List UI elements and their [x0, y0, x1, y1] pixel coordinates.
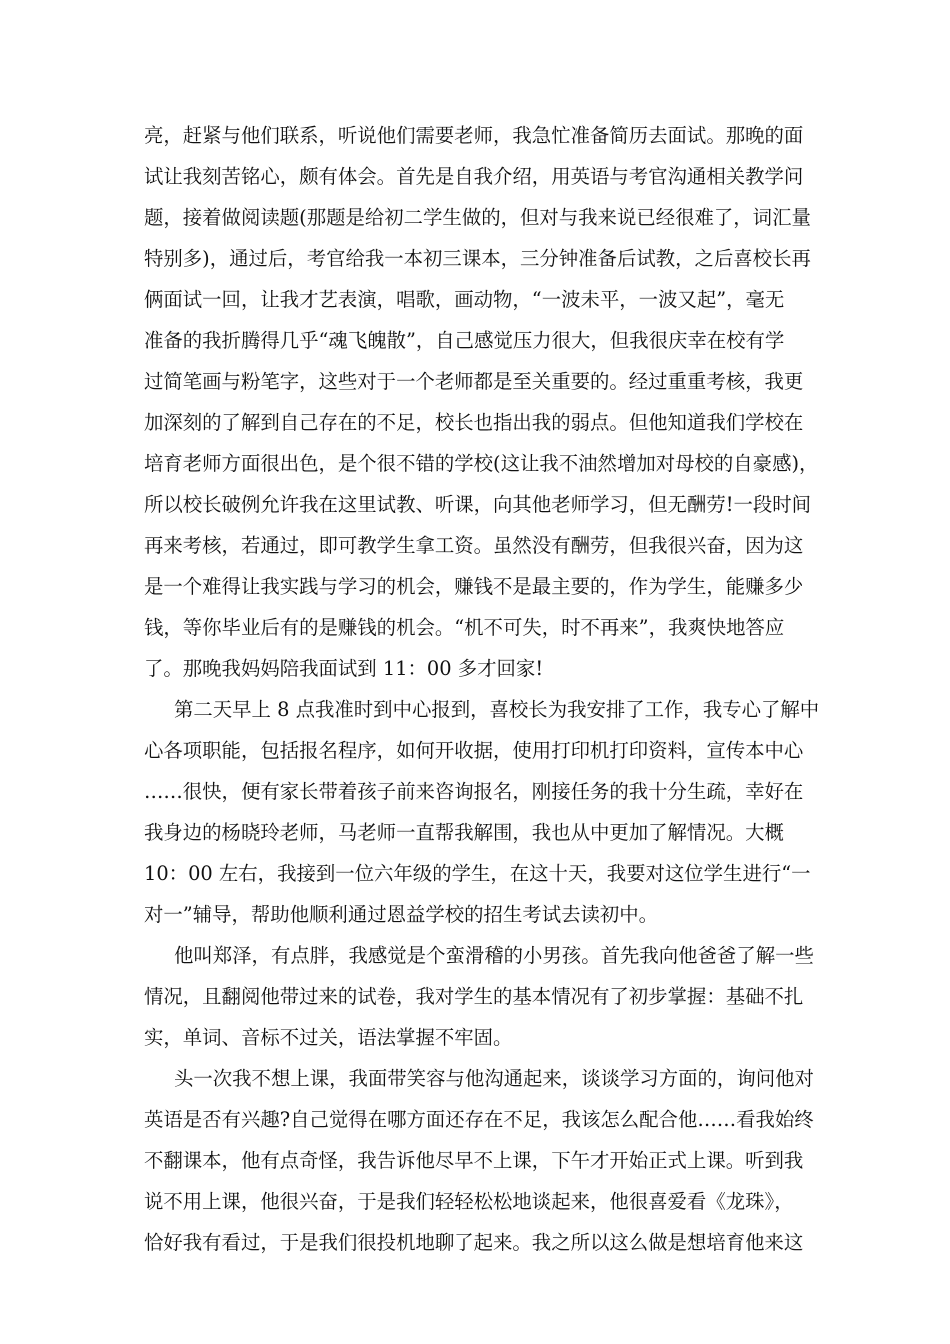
text-line: 特别多)，通过后，考官给我一本初三课本，三分钟准备后试教，之后喜校长再 — [144, 247, 811, 270]
text-line: 说不用上课，他很兴奋，于是我们轻轻松松地谈起来，他很喜爱看《龙珠》， — [144, 1190, 794, 1213]
text-line: 加深刻的了解到自己存在的不足，校长也指出我的弱点。但他知道我们学校在 — [144, 411, 804, 434]
text-line: 过简笔画与粉笔字，这些对于一个老师都是至关重要的。经过重重考核，我更 — [144, 370, 804, 393]
text-line: 是一个难得让我实践与学习的机会，赚钱不是最主要的，作为学生，能赚多少 — [144, 575, 804, 598]
paragraph-first-line: 第二天早上 8 点我准时到中心报到，喜校长为我安排了工作，我专心了解中 — [174, 698, 820, 721]
text-line: 了。那晚我妈妈陪我面试到 11：00 多才回家! — [144, 657, 544, 680]
text-line: 再来考核，若通过，即可教学生拿工资。虽然没有酬劳，但我很兴奋，因为这 — [144, 534, 804, 557]
text-line: 实，单词、音标不过关，语法掌握不牢固。 — [144, 1026, 513, 1049]
text-line: 钱，等你毕业后有的是赚钱的机会。“机不可失，时不再来”，我爽快地答应 — [144, 616, 785, 639]
text-line: 所以校长破例允许我在这里试教、听课，向其他老师学习，但无酬劳!一段时间 — [144, 493, 812, 516]
text-line: 不翻课本，他有点奇怪，我告诉他尽早不上课，下午才开始正式上课。听到我 — [144, 1149, 804, 1172]
text-line: 英语是否有兴趣?自己觉得在哪方面还存在不足，我该怎么配合他……看我始终 — [144, 1108, 814, 1131]
text-line: 俩面试一回，让我才艺表演，唱歌，画动物，“一波未平，一波又起”，毫无 — [144, 288, 785, 311]
text-line: 亮，赶紧与他们联系，听说他们需要老师，我急忙准备简历去面试。那晚的面 — [144, 124, 804, 147]
paragraph-first-line: 头一次我不想上课，我面带笑容与他沟通起来，谈谈学习方面的，询问他对 — [174, 1067, 814, 1090]
text-line: 对一”辅导，帮助他顺利通过恩益学校的招生考试去读初中。 — [144, 903, 659, 926]
text-line: 培育老师方面很出色，是个很不错的学校(这让我不油然增加对母校的自豪感)， — [144, 452, 819, 475]
text-line: ……很快，便有家长带着孩子前来咨询报名，刚接任务的我十分生疏，幸好在 — [144, 780, 804, 803]
text-line: 我身边的杨晓玲老师，马老师一直帮我解围，我也从中更加了解情况。大概 — [144, 821, 784, 844]
text-line: 情况，且翻阅他带过来的试卷，我对学生的基本情况有了初步掌握：基础不扎 — [144, 985, 804, 1008]
text-line: 心各项职能，包括报名程序，如何开收据，使用打印机打印资料，宣传本中心 — [144, 739, 804, 762]
text-line: 恰好我有看过，于是我们很投机地聊了起来。我之所以这么做是想培育他来这 — [144, 1231, 804, 1254]
paragraph-first-line: 他叫郑泽，有点胖，我感觉是个蛮滑稽的小男孩。首先我向他爸爸了解一些 — [174, 944, 814, 967]
text-line: 题，接着做阅读题(那题是给初二学生做的，但对与我来说已经很难了，词汇量 — [144, 206, 811, 229]
text-line: 试让我刻苦铭心，颇有体会。首先是自我介绍，用英语与考官沟通相关教学问 — [144, 165, 804, 188]
text-line: 准备的我折腾得几乎“魂飞魄散”，自己感觉压力很大，但我很庆幸在校有学 — [144, 329, 785, 352]
text-line: 10：00 左右，我接到一位六年级的学生，在这十天，我要对这位学生进行“一 — [144, 862, 811, 885]
